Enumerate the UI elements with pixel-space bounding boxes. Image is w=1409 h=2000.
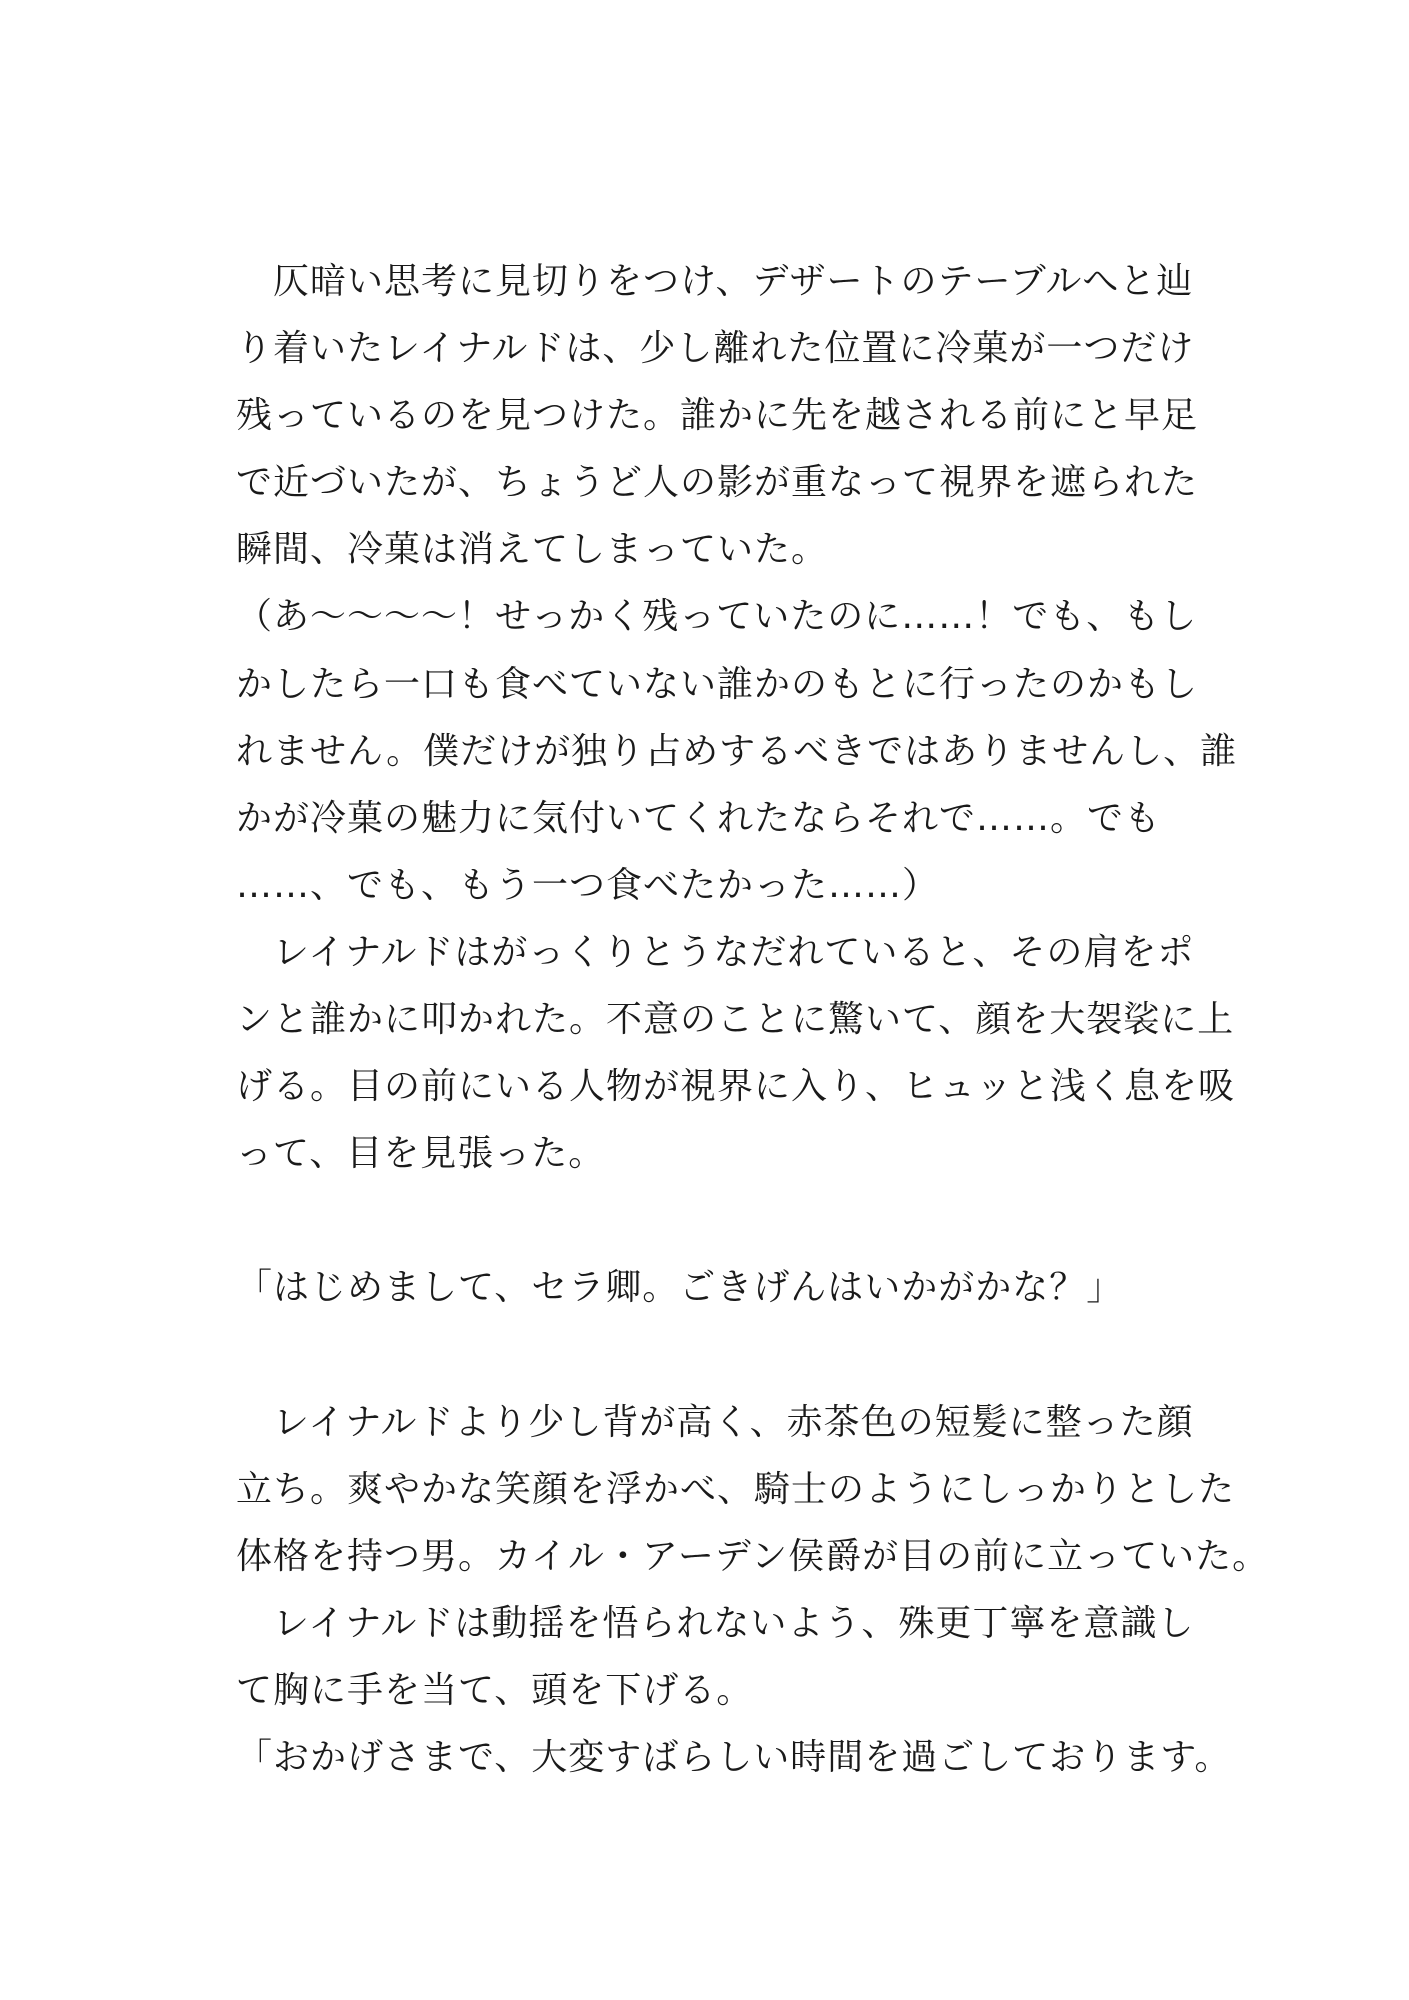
text-line: て胸に手を当て、頭を下げる。 (236, 1669, 754, 1711)
text-line: ンと誰かに叩かれた。不意のことに驚いて、顔を大袈裟に上 (236, 999, 1235, 1041)
text-line: ……、でも、もう一つ食べたかった……） (236, 864, 940, 906)
text-line: で近づいたが、ちょうど人の影が重なって視界を遮られた (236, 462, 1199, 504)
text-line: 体格を持つ男。カイル・アーデン侯爵が目の前に立っていた。 (236, 1535, 1270, 1577)
blank-line (236, 1193, 1196, 1260)
text-line: げる。目の前にいる人物が視界に入り、ヒュッと浅く息を吸 (236, 1066, 1236, 1108)
dialogue-line: 「おかげさまで、大変すばらしい時間を過ごしております。 (236, 1737, 1232, 1779)
dialogue-line: 「はじめまして、セラ卿。ごきげんはいかがかな？」 (236, 1267, 1124, 1309)
text-line: 仄暗い思考に見切りをつけ、デザートのテーブルへと辿 (236, 261, 1194, 302)
text-line: かしたら一口も食べていない誰かのもとに行ったのかもし (236, 663, 1199, 705)
text-line: 瞬間、冷菓は消えてしまっていた。 (236, 529, 829, 571)
text-line: って、目を見張った。 (236, 1133, 606, 1175)
text-line: 立ち。爽やかな笑顔を浮かべ、騎士のようにしっかりとした (236, 1468, 1236, 1510)
text-line: り着いたレイナルドは、少し離れた位置に冷菓が一つだけ (236, 328, 1195, 370)
blank-line (236, 1328, 1196, 1395)
text-line: レイナルドより少し背が高く、赤茶色の短髪に整った顔 (236, 1401, 1194, 1443)
text-line: レイナルドはがっくりとうなだれていると、その肩をポ (236, 931, 1195, 973)
text-line: 残っているのを見つけた。誰かに先を越される前にと早足 (236, 395, 1199, 437)
text-line: （あ～～～～！せっかく残っていたのに……！でも、もし (236, 596, 1198, 638)
text-line: かが冷菓の魅力に気付いてくれたならそれで……。でも (236, 797, 1162, 839)
text-line: れません。僕だけが独り占めするべきではありませんし、誰 (236, 730, 1238, 772)
text-line: レイナルドは動揺を悟られないよう、殊更丁寧を意識し (236, 1602, 1195, 1644)
body-text (236, 254, 1270, 1797)
